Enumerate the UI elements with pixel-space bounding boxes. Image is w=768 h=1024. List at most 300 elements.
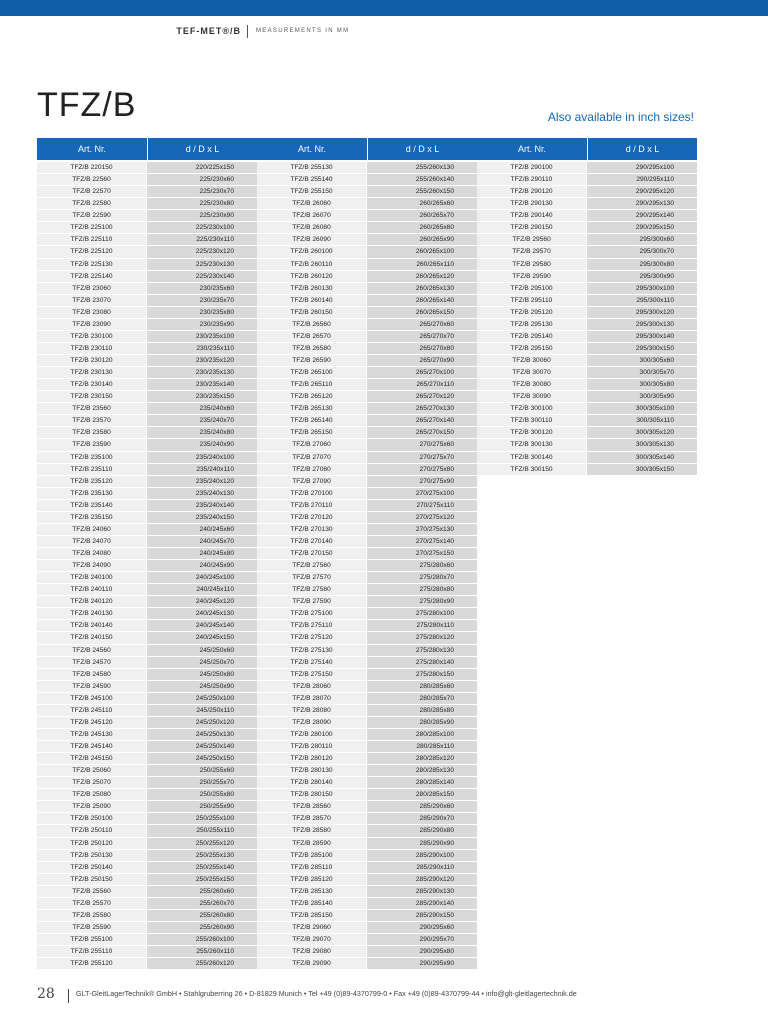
dimensions-cell: 285/290x90 bbox=[367, 838, 477, 849]
article-number-cell: TFZ/B 260100 bbox=[257, 246, 366, 257]
dimensions-cell: 225/230x120 bbox=[147, 246, 257, 257]
article-number-cell: TFZ/B 29570 bbox=[477, 246, 586, 257]
dimensions-cell: 270/275x80 bbox=[367, 464, 477, 475]
dimensions-cell: 295/300x60 bbox=[587, 234, 697, 245]
dimensions-cell: 235/240x120 bbox=[147, 476, 257, 487]
article-number-cell: TFZ/B 225130 bbox=[37, 259, 146, 270]
header-divider bbox=[247, 25, 248, 38]
table-row bbox=[37, 741, 257, 753]
dimensions-cell: 245/250x130 bbox=[147, 729, 257, 740]
table-row bbox=[37, 524, 257, 536]
article-number-cell: TFZ/B 29090 bbox=[257, 958, 366, 969]
measurements-note: MEASUREMENTS IN MM bbox=[256, 28, 350, 34]
dimensions-cell: 230/235x60 bbox=[147, 283, 257, 294]
dimensions-cell: 285/290x130 bbox=[367, 886, 477, 897]
article-number-cell: TFZ/B 24590 bbox=[37, 681, 146, 692]
table-row bbox=[477, 295, 697, 307]
table-row bbox=[37, 934, 257, 946]
table-row bbox=[257, 391, 477, 403]
table-row bbox=[37, 765, 257, 777]
table-row bbox=[477, 355, 697, 367]
dimensions-cell: 265/270x110 bbox=[367, 379, 477, 390]
table-row bbox=[257, 910, 477, 922]
dimensions-cell: 235/240x140 bbox=[147, 500, 257, 511]
article-number-cell: TFZ/B 230100 bbox=[37, 331, 146, 342]
dimensions-cell: 270/275x110 bbox=[367, 500, 477, 511]
table-row bbox=[257, 174, 477, 186]
table-row bbox=[37, 632, 257, 644]
table-row bbox=[477, 210, 697, 222]
table-row bbox=[37, 391, 257, 403]
table-row bbox=[37, 210, 257, 222]
dimensions-cell: 230/235x80 bbox=[147, 307, 257, 318]
dimensions-cell: 280/285x60 bbox=[367, 681, 477, 692]
table-row bbox=[257, 584, 477, 596]
article-number-cell: TFZ/B 295100 bbox=[477, 283, 586, 294]
article-number-cell: TFZ/B 265120 bbox=[257, 391, 366, 402]
dimensions-cell: 250/255x80 bbox=[147, 789, 257, 800]
table-row bbox=[37, 910, 257, 922]
dimensions-cell: 245/250x100 bbox=[147, 693, 257, 704]
article-number-cell: TFZ/B 230110 bbox=[37, 343, 146, 354]
table-row bbox=[37, 753, 257, 765]
table-row bbox=[37, 476, 257, 488]
dimensions-cell: 280/285x130 bbox=[367, 765, 477, 776]
dimensions-cell: 295/300x90 bbox=[587, 271, 697, 282]
table-rows bbox=[257, 162, 477, 970]
article-number-cell: TFZ/B 280130 bbox=[257, 765, 366, 776]
dimensions-cell: 280/285x150 bbox=[367, 789, 477, 800]
table-row bbox=[257, 741, 477, 753]
dimensions-cell: 270/275x150 bbox=[367, 548, 477, 559]
table-row bbox=[37, 717, 257, 729]
table-row bbox=[257, 331, 477, 343]
dimensions-cell: 230/235x70 bbox=[147, 295, 257, 306]
table-row bbox=[257, 729, 477, 741]
table-header bbox=[477, 138, 697, 160]
table-row bbox=[257, 789, 477, 801]
table-row bbox=[477, 391, 697, 403]
article-number-cell: TFZ/B 24560 bbox=[37, 645, 146, 656]
table-row bbox=[37, 596, 257, 608]
dimensions-cell: 300/305x70 bbox=[587, 367, 697, 378]
table-row bbox=[477, 198, 697, 210]
article-number-cell: TFZ/B 28070 bbox=[257, 693, 366, 704]
table-header bbox=[37, 138, 257, 160]
article-number-cell: TFZ/B 265140 bbox=[257, 415, 366, 426]
article-number-cell: TFZ/B 24570 bbox=[37, 657, 146, 668]
table-row bbox=[257, 681, 477, 693]
dimensions-cell: 275/280x100 bbox=[367, 608, 477, 619]
article-number-cell: TFZ/B 290110 bbox=[477, 174, 586, 185]
article-number-cell: TFZ/B 255130 bbox=[257, 162, 366, 173]
article-number-cell: TFZ/B 275120 bbox=[257, 632, 366, 643]
article-number-cell: TFZ/B 29080 bbox=[257, 946, 366, 957]
table-row bbox=[257, 186, 477, 198]
dimensions-cell: 225/230x140 bbox=[147, 271, 257, 282]
article-number-cell: TFZ/B 280150 bbox=[257, 789, 366, 800]
table-row bbox=[37, 452, 257, 464]
dimensions-cell: 255/260x60 bbox=[147, 886, 257, 897]
article-number-cell: TFZ/B 24070 bbox=[37, 536, 146, 547]
article-number-cell: TFZ/B 255140 bbox=[257, 174, 366, 185]
dimensions-cell: 285/290x100 bbox=[367, 850, 477, 861]
table-row bbox=[257, 886, 477, 898]
dimensions-cell: 300/305x80 bbox=[587, 379, 697, 390]
dimensions-cell: 290/295x100 bbox=[587, 162, 697, 173]
dimensions-cell: 255/260x100 bbox=[147, 934, 257, 945]
table-row bbox=[257, 415, 477, 427]
article-number-cell: TFZ/B 225110 bbox=[37, 234, 146, 245]
top-brand-bar bbox=[0, 0, 768, 16]
article-number-cell: TFZ/B 285150 bbox=[257, 910, 366, 921]
table-row bbox=[257, 234, 477, 246]
product-line-label: TEF-MET®/B bbox=[176, 26, 241, 36]
running-header bbox=[0, 25, 768, 39]
table-row bbox=[257, 705, 477, 717]
dimensions-cell: 240/245x140 bbox=[147, 620, 257, 631]
dimensions-cell: 260/265x60 bbox=[367, 198, 477, 209]
dimensions-cell: 225/230x70 bbox=[147, 186, 257, 197]
dimensions-cell: 270/275x120 bbox=[367, 512, 477, 523]
article-number-cell: TFZ/B 235130 bbox=[37, 488, 146, 499]
table-row bbox=[257, 319, 477, 331]
article-number-cell: TFZ/B 225140 bbox=[37, 271, 146, 282]
table-row bbox=[477, 319, 697, 331]
article-number-cell: TFZ/B 260130 bbox=[257, 283, 366, 294]
dimensions-cell: 295/300x70 bbox=[587, 246, 697, 257]
dimensions-cell: 255/260x70 bbox=[147, 898, 257, 909]
dimensions-cell: 260/265x150 bbox=[367, 307, 477, 318]
article-number-cell: TFZ/B 300100 bbox=[477, 403, 586, 414]
article-number-cell: TFZ/B 30080 bbox=[477, 379, 586, 390]
footer-divider bbox=[68, 989, 69, 1003]
dimensions-cell: 250/255x100 bbox=[147, 813, 257, 824]
dimensions-cell: 265/270x100 bbox=[367, 367, 477, 378]
dimensions-cell: 230/235x90 bbox=[147, 319, 257, 330]
article-number-cell: TFZ/B 280140 bbox=[257, 777, 366, 788]
table-row bbox=[257, 367, 477, 379]
table-row bbox=[37, 246, 257, 258]
table-row bbox=[37, 789, 257, 801]
dimensions-cell: 285/290x110 bbox=[367, 862, 477, 873]
article-number-cell: TFZ/B 30060 bbox=[477, 355, 586, 366]
table-row bbox=[37, 608, 257, 620]
dimensions-cell: 275/280x110 bbox=[367, 620, 477, 631]
table-row bbox=[37, 862, 257, 874]
article-number-cell: TFZ/B 260110 bbox=[257, 259, 366, 270]
table-row bbox=[257, 427, 477, 439]
table-row bbox=[257, 500, 477, 512]
article-number-cell: TFZ/B 26060 bbox=[257, 198, 366, 209]
table-header bbox=[257, 138, 477, 160]
dimensions-cell: 245/250x60 bbox=[147, 645, 257, 656]
table-row bbox=[37, 777, 257, 789]
table-row bbox=[37, 198, 257, 210]
dimensions-cell: 295/300x80 bbox=[587, 259, 697, 270]
article-number-cell: TFZ/B 265130 bbox=[257, 403, 366, 414]
dimensions-cell: 230/235x110 bbox=[147, 343, 257, 354]
table-row bbox=[257, 838, 477, 850]
table-row bbox=[37, 174, 257, 186]
dimensions-cell: 265/270x90 bbox=[367, 355, 477, 366]
article-number-cell: TFZ/B 300120 bbox=[477, 427, 586, 438]
article-number-cell: TFZ/B 240130 bbox=[37, 608, 146, 619]
article-number-cell: TFZ/B 24060 bbox=[37, 524, 146, 535]
article-number-cell: TFZ/B 235140 bbox=[37, 500, 146, 511]
table-row bbox=[37, 295, 257, 307]
article-number-cell: TFZ/B 270130 bbox=[257, 524, 366, 535]
article-number-cell: TFZ/B 295120 bbox=[477, 307, 586, 318]
dimensions-cell: 260/265x140 bbox=[367, 295, 477, 306]
dimensions-cell: 260/265x70 bbox=[367, 210, 477, 221]
dimensions-cell: 290/295x140 bbox=[587, 210, 697, 221]
table-row bbox=[37, 874, 257, 886]
dimensions-cell: 225/230x100 bbox=[147, 222, 257, 233]
article-number-cell: TFZ/B 280120 bbox=[257, 753, 366, 764]
article-number-cell: TFZ/B 23070 bbox=[37, 295, 146, 306]
dimensions-cell: 275/280x90 bbox=[367, 596, 477, 607]
article-number-cell: TFZ/B 240110 bbox=[37, 584, 146, 595]
table-row bbox=[37, 729, 257, 741]
article-number-cell: TFZ/B 265150 bbox=[257, 427, 366, 438]
table-row bbox=[37, 801, 257, 813]
table-row bbox=[37, 488, 257, 500]
article-number-cell: TFZ/B 265110 bbox=[257, 379, 366, 390]
article-number-cell: TFZ/B 27080 bbox=[257, 464, 366, 475]
table-row bbox=[477, 452, 697, 464]
table-row bbox=[257, 813, 477, 825]
article-number-cell: TFZ/B 25580 bbox=[37, 910, 146, 921]
dimensions-cell: 275/280x150 bbox=[367, 669, 477, 680]
dimensions-cell: 260/265x100 bbox=[367, 246, 477, 257]
article-number-cell: TFZ/B 275140 bbox=[257, 657, 366, 668]
table-row bbox=[257, 548, 477, 560]
article-number-cell: TFZ/B 250150 bbox=[37, 874, 146, 885]
dimensions-cell: 265/270x120 bbox=[367, 391, 477, 402]
article-number-cell: TFZ/B 27070 bbox=[257, 452, 366, 463]
table-row bbox=[477, 403, 697, 415]
dimensions-cell: 235/240x150 bbox=[147, 512, 257, 523]
dimensions-cell: 265/270x150 bbox=[367, 427, 477, 438]
article-number-cell: TFZ/B 28570 bbox=[257, 813, 366, 824]
dimensions-cell: 290/295x110 bbox=[587, 174, 697, 185]
article-number-cell: TFZ/B 255110 bbox=[37, 946, 146, 957]
dimensions-cell: 280/285x110 bbox=[367, 741, 477, 752]
table-row bbox=[37, 886, 257, 898]
article-number-cell: TFZ/B 23080 bbox=[37, 307, 146, 318]
article-number-cell: TFZ/B 270150 bbox=[257, 548, 366, 559]
dimensions-cell: 295/300x100 bbox=[587, 283, 697, 294]
article-number-cell: TFZ/B 275110 bbox=[257, 620, 366, 631]
table-row bbox=[477, 234, 697, 246]
table-row bbox=[37, 367, 257, 379]
article-number-cell: TFZ/B 220150 bbox=[37, 162, 146, 173]
article-number-cell: TFZ/B 290130 bbox=[477, 198, 586, 209]
dimensions-cell: 290/295x80 bbox=[367, 946, 477, 957]
table-row bbox=[257, 488, 477, 500]
dimensions-cell: 300/305x100 bbox=[587, 403, 697, 414]
table-row bbox=[257, 198, 477, 210]
table-row bbox=[37, 319, 257, 331]
table-row bbox=[37, 657, 257, 669]
table-row bbox=[37, 355, 257, 367]
dimensions-cell: 290/295x70 bbox=[367, 934, 477, 945]
article-number-cell: TFZ/B 290120 bbox=[477, 186, 586, 197]
table-row bbox=[37, 898, 257, 910]
article-number-cell: TFZ/B 230140 bbox=[37, 379, 146, 390]
dimensions-cell: 250/255x70 bbox=[147, 777, 257, 788]
table-row bbox=[477, 379, 697, 391]
article-number-cell: TFZ/B 235100 bbox=[37, 452, 146, 463]
table-row bbox=[257, 560, 477, 572]
dimensions-cell: 245/250x110 bbox=[147, 705, 257, 716]
article-number-cell: TFZ/B 240120 bbox=[37, 596, 146, 607]
dimensions-cell: 265/270x60 bbox=[367, 319, 477, 330]
table-row bbox=[257, 572, 477, 584]
dimensions-cell: 255/260x150 bbox=[367, 186, 477, 197]
table-row bbox=[37, 271, 257, 283]
dimensions-cell: 225/230x90 bbox=[147, 210, 257, 221]
dimensions-cell: 260/265x110 bbox=[367, 259, 477, 270]
table-row bbox=[37, 838, 257, 850]
inch-sizes-note: Also available in inch sizes! bbox=[547, 110, 694, 124]
table-row bbox=[257, 717, 477, 729]
dimensions-cell: 265/270x70 bbox=[367, 331, 477, 342]
dimensions-cell: 255/260x80 bbox=[147, 910, 257, 921]
dimensions-cell: 285/290x80 bbox=[367, 825, 477, 836]
article-number-cell: TFZ/B 225100 bbox=[37, 222, 146, 233]
table-row bbox=[37, 958, 257, 970]
article-number-cell: TFZ/B 25070 bbox=[37, 777, 146, 788]
table-row bbox=[477, 307, 697, 319]
dimensions-cell: 300/305x90 bbox=[587, 391, 697, 402]
size-table-3 bbox=[477, 138, 697, 476]
dimensions-cell: 270/275x90 bbox=[367, 476, 477, 487]
dimensions-cell: 270/275x70 bbox=[367, 452, 477, 463]
dimensions-cell: 280/285x70 bbox=[367, 693, 477, 704]
col-header-dimensions: d / D x L bbox=[587, 138, 697, 160]
dimensions-cell: 225/230x80 bbox=[147, 198, 257, 209]
article-number-cell: TFZ/B 23560 bbox=[37, 403, 146, 414]
table-row bbox=[257, 645, 477, 657]
table-row bbox=[477, 343, 697, 355]
table-row bbox=[37, 645, 257, 657]
table-row bbox=[257, 620, 477, 632]
table-row bbox=[37, 548, 257, 560]
article-number-cell: TFZ/B 28060 bbox=[257, 681, 366, 692]
dimensions-cell: 275/280x120 bbox=[367, 632, 477, 643]
dimensions-cell: 250/255x60 bbox=[147, 765, 257, 776]
table-row bbox=[37, 669, 257, 681]
dimensions-cell: 255/260x120 bbox=[147, 958, 257, 969]
table-row bbox=[477, 283, 697, 295]
table-row bbox=[477, 222, 697, 234]
article-number-cell: TFZ/B 300150 bbox=[477, 464, 586, 475]
dimensions-cell: 270/275x100 bbox=[367, 488, 477, 499]
article-number-cell: TFZ/B 26070 bbox=[257, 210, 366, 221]
article-number-cell: TFZ/B 26570 bbox=[257, 331, 366, 342]
article-number-cell: TFZ/B 25080 bbox=[37, 789, 146, 800]
article-number-cell: TFZ/B 27090 bbox=[257, 476, 366, 487]
table-row bbox=[37, 560, 257, 572]
dimensions-cell: 280/285x120 bbox=[367, 753, 477, 764]
dimensions-cell: 280/285x140 bbox=[367, 777, 477, 788]
article-number-cell: TFZ/B 28090 bbox=[257, 717, 366, 728]
article-number-cell: TFZ/B 275100 bbox=[257, 608, 366, 619]
table-row bbox=[257, 922, 477, 934]
article-number-cell: TFZ/B 245120 bbox=[37, 717, 146, 728]
dimensions-cell: 250/255x130 bbox=[147, 850, 257, 861]
table-row bbox=[257, 512, 477, 524]
article-number-cell: TFZ/B 225120 bbox=[37, 246, 146, 257]
dimensions-cell: 275/280x70 bbox=[367, 572, 477, 583]
article-number-cell: TFZ/B 27060 bbox=[257, 439, 366, 450]
company-contact-line: GLT-GleitLagerTechnik® GmbH • Stahlgruberring 26 • D-81829 Munich • Tel +49 (0)89-4370799-0 • Fax +49 (0)89-4370799-44 • info@glt-gleitlagertechnik.de bbox=[76, 989, 577, 998]
article-number-cell: TFZ/B 26080 bbox=[257, 222, 366, 233]
page-footer bbox=[37, 986, 697, 1002]
article-number-cell: TFZ/B 255150 bbox=[257, 186, 366, 197]
table-row bbox=[257, 307, 477, 319]
article-number-cell: TFZ/B 290100 bbox=[477, 162, 586, 173]
table-row bbox=[257, 439, 477, 451]
article-number-cell: TFZ/B 275150 bbox=[257, 669, 366, 680]
dimensions-cell: 265/270x80 bbox=[367, 343, 477, 354]
table-row bbox=[257, 862, 477, 874]
table-row bbox=[477, 174, 697, 186]
dimensions-cell: 255/260x140 bbox=[367, 174, 477, 185]
article-number-cell: TFZ/B 23580 bbox=[37, 427, 146, 438]
article-number-cell: TFZ/B 26560 bbox=[257, 319, 366, 330]
article-number-cell: TFZ/B 30090 bbox=[477, 391, 586, 402]
table-row bbox=[37, 512, 257, 524]
article-number-cell: TFZ/B 235120 bbox=[37, 476, 146, 487]
article-number-cell: TFZ/B 24080 bbox=[37, 548, 146, 559]
table-row bbox=[477, 162, 697, 174]
article-number-cell: TFZ/B 27560 bbox=[257, 560, 366, 571]
dimensions-cell: 255/260x110 bbox=[147, 946, 257, 957]
article-number-cell: TFZ/B 22590 bbox=[37, 210, 146, 221]
dimensions-cell: 285/290x120 bbox=[367, 874, 477, 885]
article-number-cell: TFZ/B 275130 bbox=[257, 645, 366, 656]
table-row bbox=[257, 765, 477, 777]
table-row bbox=[477, 331, 697, 343]
article-number-cell: TFZ/B 285100 bbox=[257, 850, 366, 861]
dimensions-cell: 275/280x130 bbox=[367, 645, 477, 656]
table-row bbox=[257, 464, 477, 476]
table-row bbox=[257, 934, 477, 946]
dimensions-cell: 240/245x120 bbox=[147, 596, 257, 607]
table-rows bbox=[477, 162, 697, 476]
table-row bbox=[257, 898, 477, 910]
dimensions-cell: 235/240x70 bbox=[147, 415, 257, 426]
table-row bbox=[37, 186, 257, 198]
table-row bbox=[257, 259, 477, 271]
table-row bbox=[477, 186, 697, 198]
article-number-cell: TFZ/B 29560 bbox=[477, 234, 586, 245]
table-row bbox=[257, 608, 477, 620]
table-row bbox=[257, 669, 477, 681]
article-number-cell: TFZ/B 230120 bbox=[37, 355, 146, 366]
table-row bbox=[37, 681, 257, 693]
article-number-cell: TFZ/B 230130 bbox=[37, 367, 146, 378]
dimensions-cell: 235/240x60 bbox=[147, 403, 257, 414]
dimensions-cell: 245/250x140 bbox=[147, 741, 257, 752]
table-row bbox=[477, 367, 697, 379]
article-number-cell: TFZ/B 22580 bbox=[37, 198, 146, 209]
article-number-cell: TFZ/B 27580 bbox=[257, 584, 366, 595]
article-number-cell: TFZ/B 270120 bbox=[257, 512, 366, 523]
